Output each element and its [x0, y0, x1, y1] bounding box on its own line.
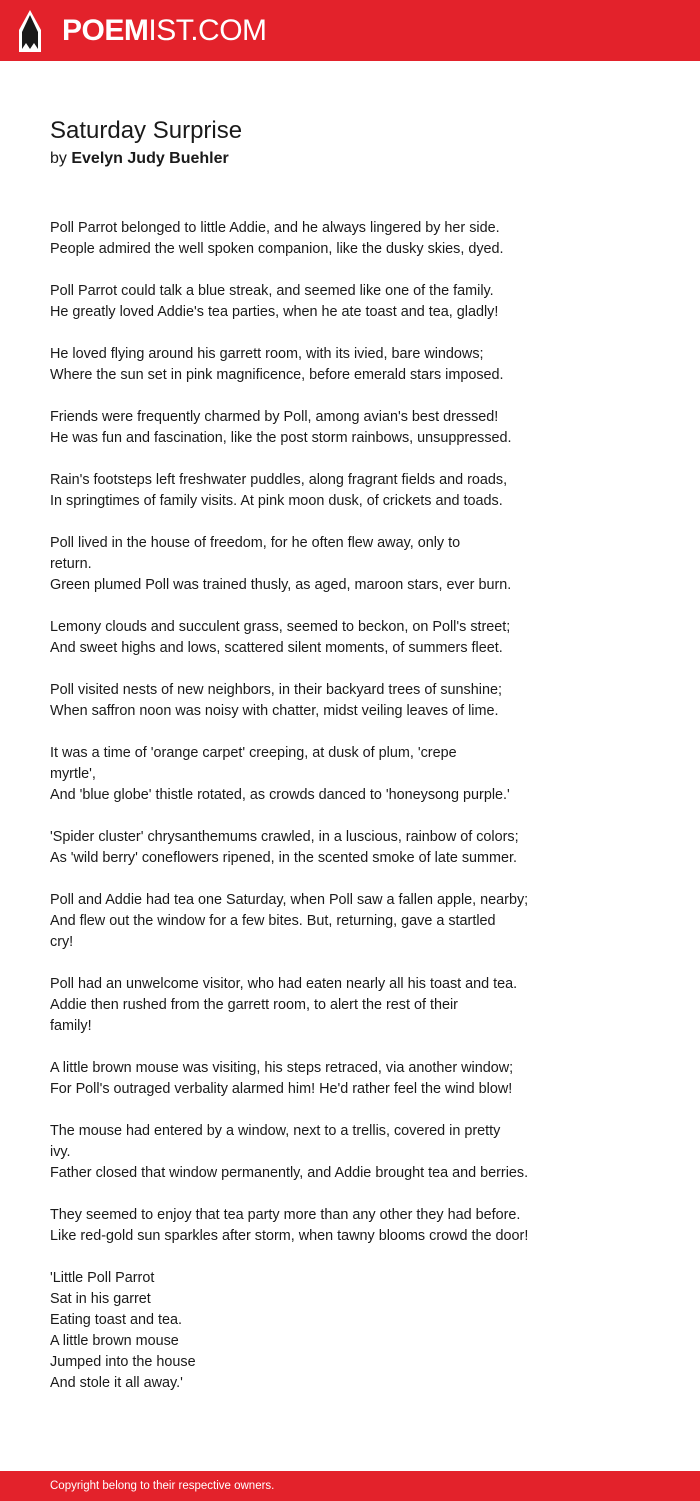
byline-prefix: by — [50, 150, 67, 167]
poem-line: People admired the well spoken companion, like the dusky skies, dyed. — [50, 241, 504, 257]
poem-line: ivy. — [50, 1144, 71, 1160]
poem-line: A little brown mouse was visiting, his steps retraced, via another window; — [50, 1060, 514, 1076]
site-footer — [0, 1471, 700, 1501]
poem-line: Where the sun set in pink magnificence, before emerald stars imposed. — [50, 367, 504, 383]
poem-line: And sweet highs and lows, scattered silent moments, of summers fleet. — [50, 640, 503, 656]
logo-word-poem: POEM — [62, 14, 149, 47]
poem-line: For Poll's outraged verbality alarmed him! He'd rather feel the wind blow! — [50, 1081, 513, 1097]
poem-stanza — [50, 470, 670, 512]
poem-line: And stole it all away.' — [50, 1375, 183, 1391]
poem-stanza — [50, 1121, 670, 1184]
poem-stanza — [50, 974, 670, 1037]
poem-line: In springtimes of family visits. At pink moon dusk, of crickets and toads. — [50, 493, 503, 509]
poem-line: Poll lived in the house of freedom, for he often flew away, only to — [50, 535, 461, 551]
poem-stanza — [50, 617, 670, 659]
poem-stanza — [50, 827, 670, 869]
poem-line: And 'blue globe' thistle rotated, as crowds danced to 'honeysong purple.' — [50, 787, 510, 803]
poem-title: Saturday Surprise — [50, 117, 243, 144]
poem-line: Sat in his garret — [50, 1291, 151, 1307]
poem-line: The mouse had entered by a window, next to a trellis, covered in pretty — [50, 1123, 501, 1139]
poem-line: He loved flying around his garrett room, with its ivied, bare windows; — [50, 346, 484, 362]
author-name: Evelyn Judy Buehler — [71, 150, 229, 167]
poem-line: Poll Parrot could talk a blue streak, and seemed like one of the family. — [50, 283, 494, 299]
poem-line: And flew out the window for a few bites. But, returning, gave a startled — [50, 913, 496, 929]
poem-stanza — [50, 218, 670, 260]
poem-stanza — [50, 890, 670, 953]
poem-line: When saffron noon was noisy with chatter, midst veiling leaves of lime. — [50, 703, 499, 719]
poem-line: As 'wild berry' coneflowers ripened, in the scented smoke of late summer. — [50, 850, 518, 866]
poem-line: Eating toast and tea. — [50, 1312, 183, 1328]
poem-line: 'Little Poll Parrot — [50, 1270, 155, 1286]
poem-stanza — [50, 281, 670, 323]
poem-line: Poll Parrot belonged to little Addie, and he always lingered by her side. — [50, 220, 500, 236]
poem-line: family! — [50, 1018, 92, 1034]
poem-line: Jumped into the house — [50, 1354, 196, 1370]
poem-line: It was a time of 'orange carpet' creeping, at dusk of plum, 'crepe — [50, 745, 457, 761]
poem-line: Green plumed Poll was trained thusly, as aged, maroon stars, ever burn. — [50, 577, 512, 593]
poem-line: cry! — [50, 934, 74, 950]
poem-stanza — [50, 407, 670, 449]
poem-line: He greatly loved Addie's tea parties, when he ate toast and tea, gladly! — [50, 304, 499, 320]
poem-line: He was fun and fascination, like the post storm rainbows, unsuppressed. — [50, 430, 512, 446]
poem-line: A little brown mouse — [50, 1333, 179, 1349]
poem-byline — [50, 148, 229, 170]
copyright-notice: Copyright belong to their respective owners. — [50, 1480, 275, 1492]
poem-line: Father closed that window permanently, and Addie brought tea and berries. — [50, 1165, 529, 1181]
logo-word-ist: IST.COM — [148, 14, 267, 47]
site-logo[interactable] — [62, 11, 267, 51]
poem-line: Friends were frequently charmed by Poll, among avian's best dressed! — [50, 409, 499, 425]
poem-line: Poll and Addie had tea one Saturday, when Poll saw a fallen apple, nearby; — [50, 892, 529, 908]
poem-line: Poll visited nests of new neighbors, in their backyard trees of sunshine; — [50, 682, 502, 698]
poem-line: 'Spider cluster' chrysanthemums crawled, in a luscious, rainbow of colors; — [50, 829, 519, 845]
poem-stanza — [50, 533, 670, 596]
pencil-logo-icon — [19, 10, 41, 52]
poem-stanza — [50, 1205, 670, 1247]
poem-line: Like red-gold sun sparkles after storm, when tawny blooms crowd the door! — [50, 1228, 529, 1244]
poem-line: Lemony clouds and succulent grass, seemed to beckon, on Poll's street; — [50, 619, 511, 635]
poem-line: They seemed to enjoy that tea party more than any other they had before. — [50, 1207, 521, 1223]
poem-line: Poll had an unwelcome visitor, who had eaten nearly all his toast and tea. — [50, 976, 518, 992]
poem-stanza — [50, 344, 670, 386]
poem-stanza — [50, 743, 670, 806]
poem-stanza — [50, 680, 670, 722]
poem-stanza — [50, 1058, 670, 1100]
site-header — [0, 0, 700, 61]
poem-line: myrtle', — [50, 766, 96, 782]
poem-line: return. — [50, 556, 92, 572]
poem-line: Rain's footsteps left freshwater puddles, along fragrant fields and roads, — [50, 472, 508, 488]
poem-line: Addie then rushed from the garrett room, to alert the rest of their — [50, 997, 458, 1013]
poem-stanza — [50, 1268, 670, 1394]
poem-body — [50, 218, 670, 1415]
